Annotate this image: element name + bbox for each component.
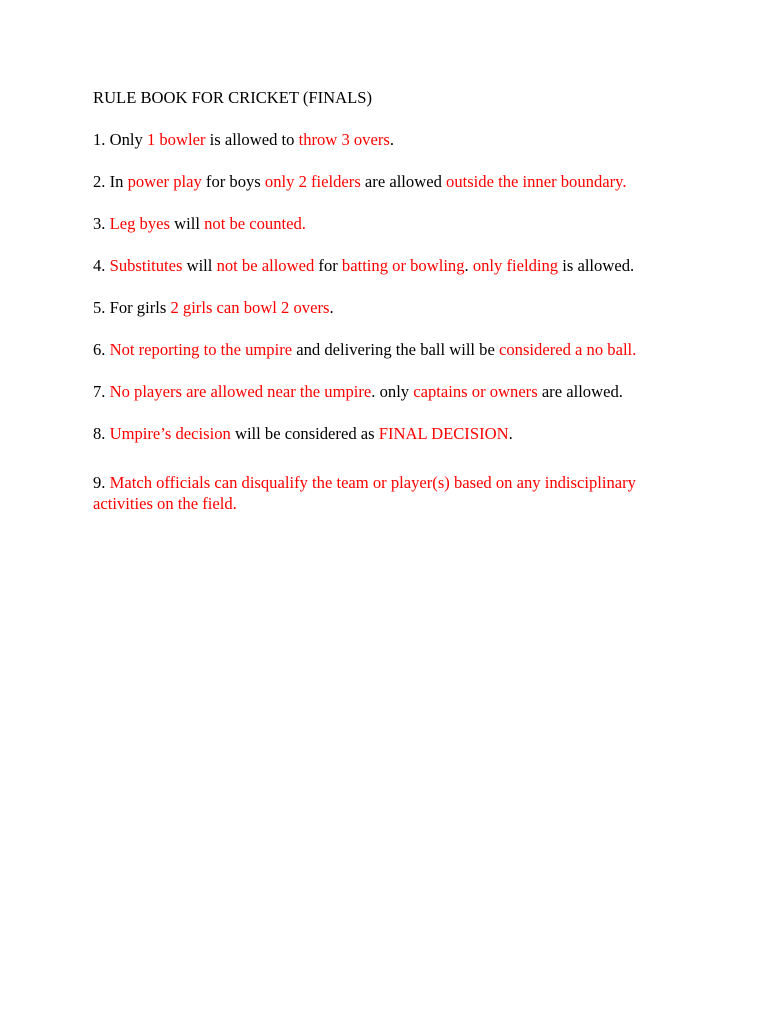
rule-text: 8.: [93, 424, 110, 443]
rule-highlight-text: only 2 fielders: [264, 172, 361, 191]
rule-text: 2. In: [93, 172, 128, 191]
document-title: RULE BOOK FOR CRICKET (FINALS): [93, 88, 373, 107]
rule-text: will be considered as: [230, 424, 379, 443]
document-page: [93, 87, 683, 535]
rule-text: 9.: [93, 473, 110, 492]
rule-highlight-text: captains or owners: [413, 382, 538, 401]
rule-text: for boys: [201, 172, 265, 191]
rule-text: will: [169, 214, 205, 233]
rule-text: .: [329, 298, 334, 317]
rule-highlight-text: Not reporting to the umpire: [109, 340, 293, 359]
rule-highlight-text: batting or bowling: [341, 256, 465, 275]
rule-text: 1. Only: [93, 130, 147, 149]
rule-item: [93, 297, 683, 318]
rule-highlight-text: not be counted.: [204, 214, 306, 233]
rule-highlight-text: FINAL DECISION: [378, 424, 509, 443]
rule-text: .: [508, 424, 513, 443]
rule-text: 6.: [93, 340, 110, 359]
rule-text: are allowed.: [537, 382, 623, 401]
rule-highlight-text: Substitutes: [109, 256, 183, 275]
rule-item: [93, 129, 683, 150]
rule-text: . only: [371, 382, 414, 401]
rule-text: will: [182, 256, 217, 275]
rule-item: [93, 255, 683, 276]
rule-highlight-text: Match officials can disqualify the team or player(s) based on any indisciplinary activities on the field.: [93, 473, 636, 513]
rule-highlight-text: No players are allowed near the umpire: [109, 382, 372, 401]
rule-highlight-text: considered a no ball.: [499, 340, 637, 359]
rule-highlight-text: Leg byes: [109, 214, 170, 233]
rules-list: [93, 129, 683, 514]
rule-text: 3.: [93, 214, 110, 233]
rule-item: [93, 213, 683, 234]
rule-text: is allowed to: [205, 130, 299, 149]
rule-highlight-text: Umpire’s decision: [109, 424, 231, 443]
rule-highlight-text: outside the inner boundary.: [446, 172, 627, 191]
rule-item: [93, 381, 683, 402]
rule-item: [93, 339, 683, 360]
rule-highlight-text: throw 3 overs: [298, 130, 390, 149]
rule-text: is allowed.: [558, 256, 635, 275]
rule-text: are allowed: [360, 172, 447, 191]
rule-highlight-text: power play: [127, 172, 202, 191]
rule-text: .: [389, 130, 394, 149]
rule-highlight-text: only fielding: [472, 256, 559, 275]
rule-highlight-text: not be allowed: [216, 256, 315, 275]
rule-text: 7.: [93, 382, 110, 401]
rule-text: for: [314, 256, 342, 275]
rule-highlight-text: 2 girls can bowl 2 overs: [170, 298, 330, 317]
rule-highlight-text: 1 bowler: [146, 130, 206, 149]
rule-text: 4.: [93, 256, 110, 275]
rule-text: 5. For girls: [93, 298, 171, 317]
rule-text: .: [464, 256, 473, 275]
rule-item: [93, 472, 683, 514]
rule-text: and delivering the ball will be: [292, 340, 499, 359]
rule-item: [93, 423, 683, 444]
rule-item: [93, 171, 683, 192]
